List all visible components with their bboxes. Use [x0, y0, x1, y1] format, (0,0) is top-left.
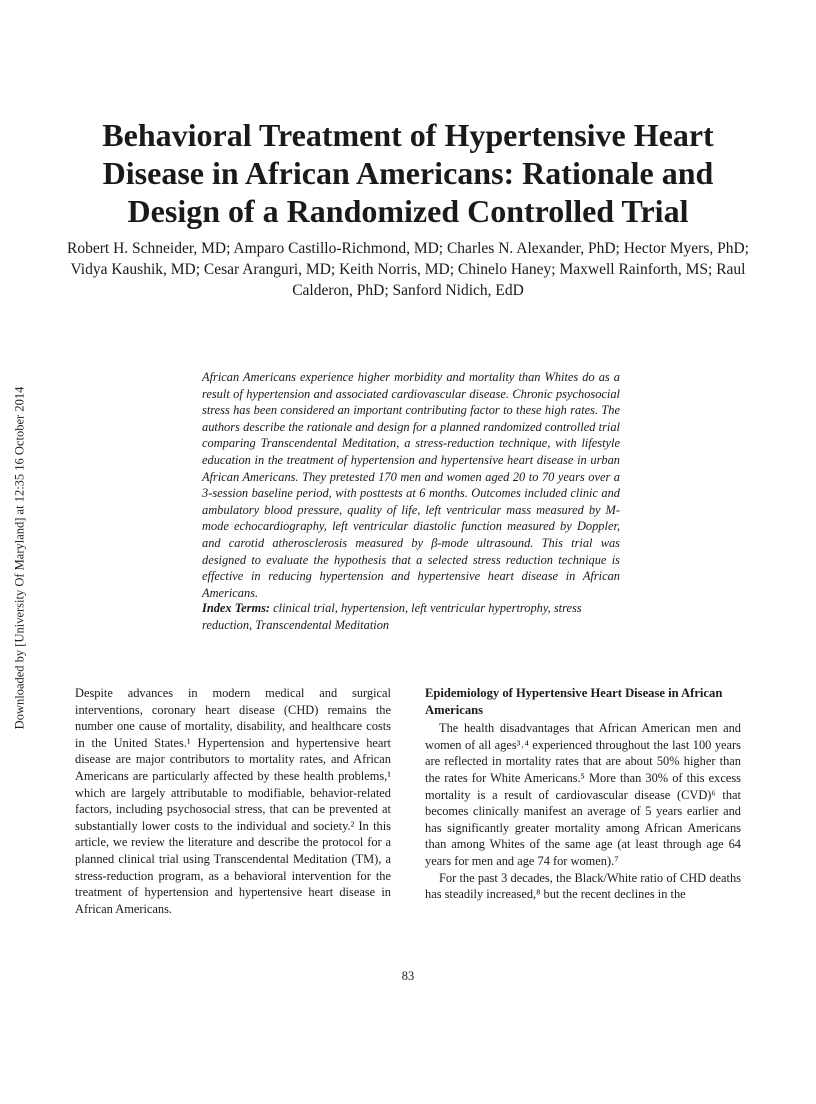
- page-number: 83: [401, 969, 415, 983]
- index-terms-text: clinical trial, hypertension, left ventricular hypertrophy, stress reduction, Transcendental Meditation: [202, 601, 582, 632]
- article-title: Behavioral Treatment of Hypertensive Heart Disease in African Americans: Rationale and Design of a Randomized Controlled Trial: [102, 117, 714, 229]
- download-watermark: Downloaded by [University Of Maryland] at 12:35 16 October 2014: [12, 386, 27, 730]
- section-paragraph: For the past 3 decades, the Black/White ratio of CHD deaths has steadily increased,⁸ but the recent declines in the: [425, 870, 741, 902]
- abstract: African Americans experience higher morbidity and mortality than Whites do as a result of hypertension and associated cardiovascular disease. Chronic psychosocial stress has been considered an important contributing factor to these high rates. The authors describe the rationale and design for a planned randomized controlled trial comparing Transcendental Meditation, a stress-reduction technique, with lifestyle education in the treatment of hypertension and hypertensive heart disease in urban African Americans. They pretested 170 men and women aged 20 to 70 years over a 3-session baseline period, with posttests at 6 months. Outcomes included clinic and ambulatory blood pressure, quality of life, left ventricular mass measured by M-mode echocardiography, left ventricular diastolic function measured by Doppler, and carotid atherosclerosis measured by β-mode ultrasound. This trial was designed to evaluate the hypothesis that a selected stress reduction technique is effective in reducing hypertension and hypertensive heart disease in African Americans.: [202, 370, 620, 600]
- intro-paragraph: Despite advances in modern medical and surgical interventions, coronary heart disease (CHD) remains the number one cause of mortality, disability, and healthcare costs in the United States.¹ Hypertension and hypertensive heart disease are major contributors to mortality rates, and African Americans are particularly affected by these health problems,¹ which are largely attributable to modifiable, behavior-related factors, including psychosocial stress, that can be prevented at substantially lower costs to the individual and society.² In this article, we review the literature and describe the protocol for a planned clinical trial using Transcendental Meditation (TM), a stress-reduction program, as a behavioral intervention for the treatment of hypertension and hypertensive heart disease in African Americans.: [75, 686, 391, 916]
- index-terms: [202, 600, 620, 633]
- section-paragraph: The health disadvantages that African American men and women of all ages³˒⁴ experienced throughout the last 100 years are reflected in mortality rates that are about 50% higher than the rates for White Americans.⁵ More than 30% of this excess mortality is a result of cardiovascular disease (CVD)⁶ that becomes clinically manifest an average of 5 years earlier and has significantly greater mortality among African Americans than among Whites of the same age (at least through age 64 years for men and age 74 for women).⁷: [425, 721, 741, 868]
- author-list: Robert H. Schneider, MD; Amparo Castillo-Richmond, MD; Charles N. Alexander, PhD; Hector Myers, PhD; Vidya Kaushik, MD; Cesar Aranguri, MD; Keith Norris, MD; Chinelo Haney; Maxwell Rainforth, MS; Raul Calderon, PhD; Sanford Nidich, EdD: [67, 240, 749, 299]
- section-heading: Epidemiology of Hypertensive Heart Disease in African Americans: [425, 686, 723, 717]
- index-terms-label: Index Terms:: [202, 601, 271, 615]
- right-column: [425, 685, 741, 903]
